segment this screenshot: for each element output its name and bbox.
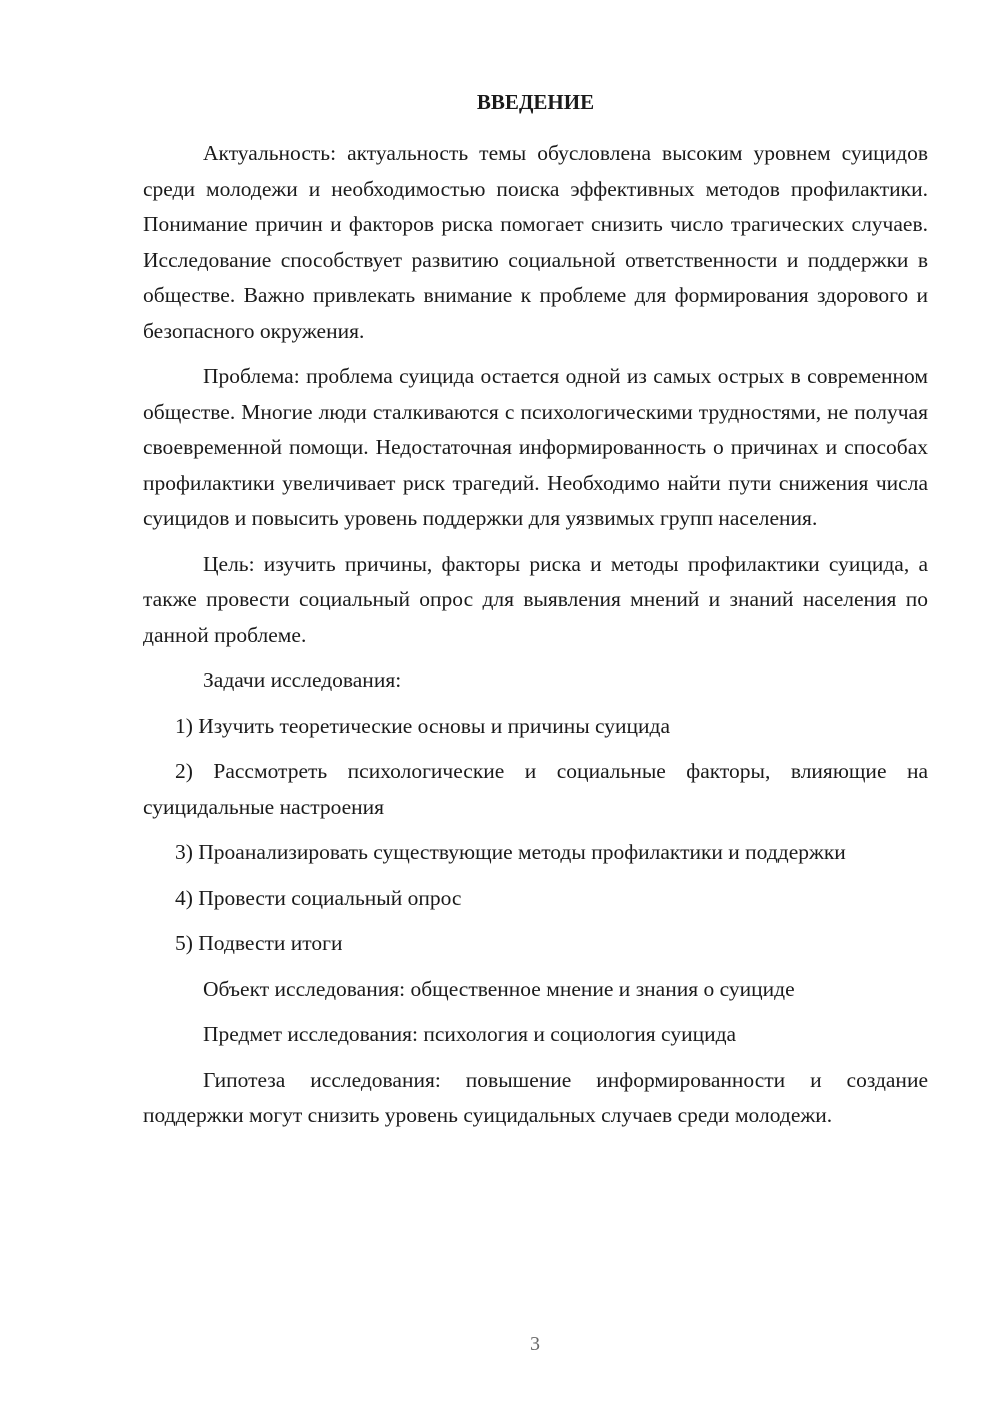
research-subject: Предмет исследования: психология и социология суицида [203, 1022, 737, 1046]
document-page [143, 90, 928, 1144]
task-item-5: 5) Подвести итоги [175, 931, 343, 955]
task-item-1: 1) Изучить теоретические основы и причины суицида [175, 713, 671, 738]
goal-paragraph: Цель: изучить причины, факторы риска и методы профилактики суицида, а также провести социальный опрос для выявления мнений и знаний населения по данной проблеме. [143, 551, 928, 647]
problem-paragraph: Проблема: проблема суицида остается одной из самых острых в современном обществе. Многие люди сталкиваются с психологическими трудностями, не получая своевременной помощи. Недостаточная информированность о причинах и способах профилактики увеличивает риск трагедий. Необходимо найти пути снижения числа суицидов и повысить уровень поддержки для уязвимых групп населения. [143, 364, 928, 530]
task-item-3: 3) Проанализировать существующие методы профилактики и поддержки [175, 840, 846, 864]
relevance-paragraph: Актуальность: актуальность темы обусловлена высоким уровнем суицидов среди молодежи и необходимостью поиска эффективных методов профилактики. Понимание причин и факторов риска помогает снизить число трагических случаев. Исследование способствует развитию социальной ответственности и поддержки в обществе. Важно привлекать внимание к проблеме для формирования здорового и безопасного окружения. [143, 141, 928, 343]
task-item-2: 2) Рассмотреть психологические и социальные факторы, влияющие на суицидальные настроения [143, 759, 928, 819]
section-heading: ВВЕДЕНИЕ [476, 90, 595, 114]
task-item-4: 4) Провести социальный опрос [175, 885, 462, 910]
research-object: Объект исследования: общественное мнение и знания о суициде [203, 976, 795, 1001]
page-number: 3 [530, 1333, 540, 1355]
tasks-heading: Задачи исследования: [203, 668, 402, 692]
research-hypothesis: Гипотеза исследования: повышение информированности и создание поддержки могут снизить уровень суицидальных случаев среди молодежи. [143, 1067, 928, 1127]
